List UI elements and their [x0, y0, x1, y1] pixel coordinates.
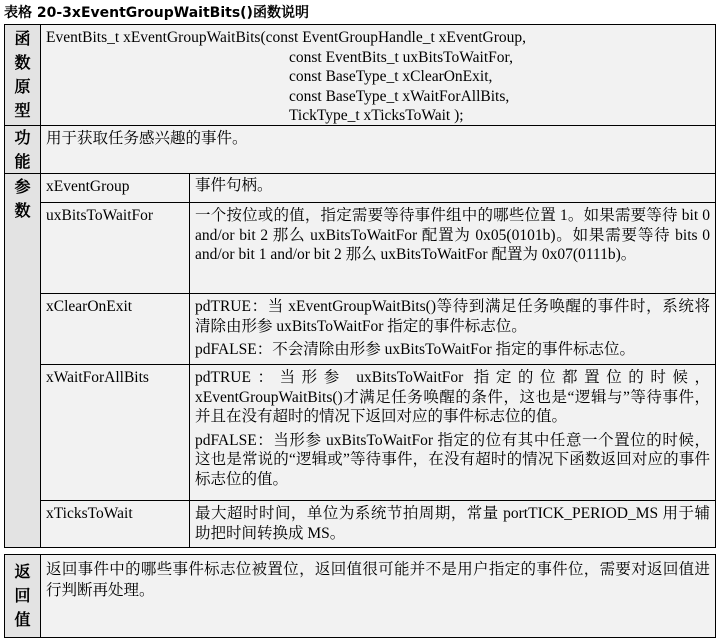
param-desc: 一个按位或的值，指定需要等待事件组中的哪些位置 1。如果需要等待 bit 0 and/or bit 2 那么 uxBitsToWaitFor 配置为 0x05(0101b)。如果需要等待 bits 0 and/or bit 1 and/or bit 2 那么 uxBitsToWaitFor 配置为 0x07(0111b)。	[195, 207, 710, 263]
prototype-line: const EventBits_t uxBitsToWaitFor,	[289, 48, 513, 66]
prototype-signature	[41, 28, 715, 126]
divider	[40, 25, 41, 547]
param-desc: pdTRUE：当 xEventGroupWaitBits()等待到满足任务唤醒的事件时，系统将清除由形参 uxBitsToWaitFor 指定的事件标志位。 pdFALSE：不会清除由形参 uxBitsToWaitFor 指定的事件标志位。	[195, 298, 710, 358]
param-name: xEventGroup	[46, 178, 130, 195]
prototype-line: TickType_t xTicksToWait );	[289, 107, 464, 124]
param-desc: pdTRUE：当形参 uxBitsToWaitFor 指定的位都置位的时候，xEventGroupWaitBits()才满足任务唤醒的条件，这也是“逻辑与”等待事件，并且在没有超时的情况下返回对应的事件标志位的值。 pdFALSE：当形参 uxBitsToWaitFor 指定的位有其中任意一个置位的时候，这也是常说的“逻辑或”等待事件，在没有超时的情况下函数返回对应的事件标志位的值。	[195, 369, 710, 488]
param-name: xClearOnExit	[46, 298, 133, 315]
param-desc: 最大超时时间，单位为系统节拍周期，常量 portTICK_PERIOD_MS 用于辅助把时间转换成 MS。	[195, 505, 710, 542]
prototype-line: EventBits_t xEventGroupWaitBits(const EventGroupHandle_t xEventGroup,	[46, 29, 527, 46]
return-value-description: 返回事件中的哪些事件标志位被置位，返回值很可能并不是用户指定的事件位，需要对返回值进行判断再处理。	[46, 561, 710, 599]
function-description-table	[4, 24, 716, 548]
divider	[5, 173, 715, 174]
param-name: xTicksToWait	[46, 505, 133, 522]
prototype-header: 函 数 原 型	[5, 25, 40, 126]
prototype-line: const BaseType_t xClearOnExit,	[289, 68, 493, 85]
divider	[40, 364, 715, 365]
divider	[40, 293, 715, 294]
divider	[189, 173, 190, 547]
function-header: 功 能	[5, 126, 40, 174]
return-value-header: 返 回 值	[5, 555, 40, 637]
param-name: uxBitsToWaitFor	[46, 207, 154, 224]
divider	[40, 202, 715, 203]
prototype-line: const BaseType_t xWaitForAllBits,	[289, 87, 510, 105]
param-desc: 事件句柄。	[195, 177, 273, 194]
function-description: 用于获取任务感兴趣的事件。	[46, 130, 248, 147]
divider	[5, 125, 715, 126]
divider	[40, 500, 715, 501]
return-value-table	[4, 554, 716, 638]
table-caption: 表格 20-3xEventGroupWaitBits()函数说明	[4, 5, 309, 21]
param-name: xWaitForAllBits	[46, 369, 149, 386]
params-header: 参 数	[5, 174, 40, 547]
